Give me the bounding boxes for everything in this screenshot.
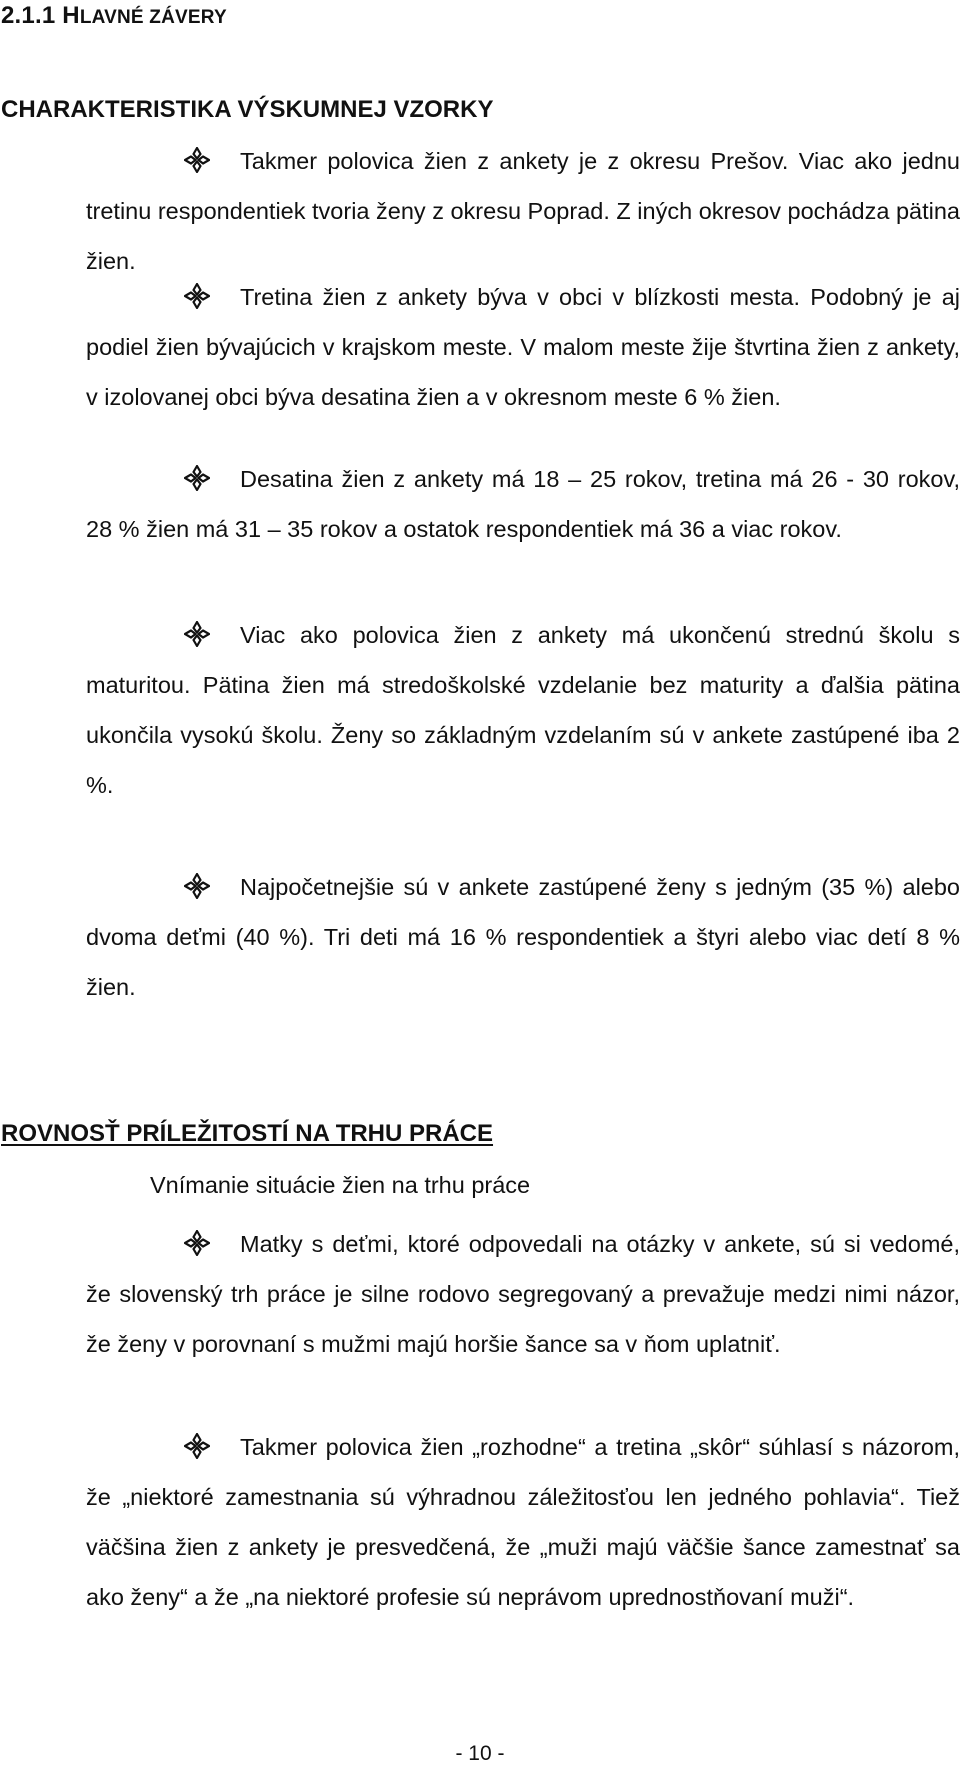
bullet-text: Najpočetnejšie sú v ankete zastúpené ženy s jedným (35 %) alebo dvoma deťmi (40 %). Tri deti má 16 % respondentiek a štyri alebo viac detí 8 % žien. [86,874,960,1000]
bullet-text: Matky s deťmi, ktoré odpovedali na otázky v ankete, sú si vedomé, že slovenský trh práce je silne rodovo segregovaný a prevažuje medzi nimi názor, že ženy v porovnaní s mužmi majú horšie šance sa v ňom uplatniť. [86,1231,960,1357]
section-heading-equality: ROVNOSŤ PRÍLEŽITOSTÍ NA TRHU PRÁCE [1,1120,494,1147]
chapter-number: 2.1.1 [1,2,56,29]
bullet-paragraph [86,862,960,1012]
bullet-text: Takmer polovica žien „rozhodne“ a tretina „skôr“ súhlasí s názorom, že „niektoré zamestnania sú výhradnou záležitosťou len jedného pohlavia“. Tiež väčšina žien z ankety je presvedčená, že „muži majú väčšie šance zamestnať sa ako ženy“ a že „na niektoré profesie sú neprávom uprednostňovaní muži“. [86,1434,960,1610]
bullet-paragraph [86,136,960,286]
section-heading-sample: CHARAKTERISTIKA VÝSKUMNEJ VZORKY [1,96,494,123]
bullet-text: Desatina žien z ankety má 18 – 25 rokov, tretina má 26 - 30 rokov, 28 % žien má 31 – 35 rokov a ostatok respondentiek má 36 a viac rokov. [86,466,960,542]
diamond-bullet-icon [184,147,210,173]
chapter-heading [1,2,227,30]
subsection-heading: Vnímanie situácie žien na trhu práce [150,1172,531,1198]
bullet-paragraph [86,454,960,554]
diamond-bullet-icon [184,621,210,647]
page-number: - 10 - [455,1742,505,1765]
bullet-paragraph [86,610,960,810]
bullet-paragraph [86,1422,960,1622]
bullet-text: Viac ako polovica žien z ankety má ukončenú strednú školu s maturitou. Pätina žien má stredoškolské vzdelanie bez maturity a ďalšia pätina ukončila vysokú školu. Ženy so základným vzdelaním sú v ankete zastúpené iba 2 %. [86,622,960,798]
bullet-text: Tretina žien z ankety býva v obci v blízkosti mesta. Podobný je aj podiel žien bývajúcich v krajskom meste. V malom meste žije štvrtina žien z ankety, v izolovanej obci býva desatina žien a v okresnom meste 6 % žien. [86,284,960,410]
bullet-text: Takmer polovica žien z ankety je z okresu Prešov. Viac ako jednu tretinu respondentiek tvoria ženy z okresu Poprad. Z iných okresov pochádza pätina žien. [86,148,960,274]
diamond-bullet-icon [184,1230,210,1256]
diamond-bullet-icon [184,1433,210,1459]
diamond-bullet-icon [184,873,210,899]
bullet-paragraph [86,1219,960,1369]
chapter-title-initial: H [62,2,80,29]
diamond-bullet-icon [184,283,210,309]
bullet-paragraph [86,272,960,422]
chapter-title-rest: LAVNÉ ZÁVERY [79,7,227,28]
diamond-bullet-icon [184,465,210,491]
